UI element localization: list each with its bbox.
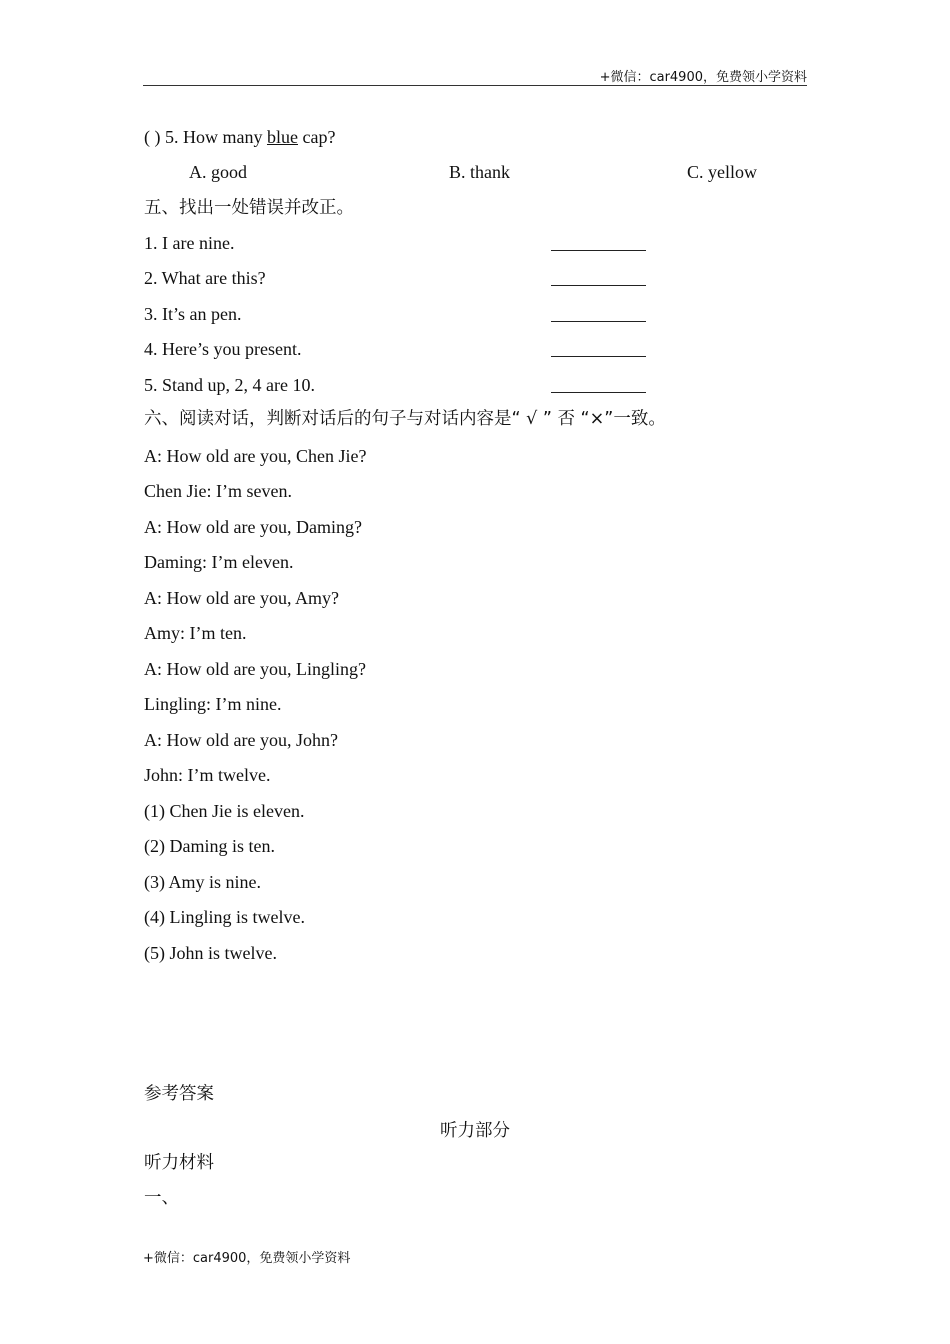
question-5-option-b: B. thank — [449, 162, 510, 182]
dialogue-line: Chen Jie: I’m seven. — [144, 481, 292, 501]
question-5-prefix: ( ) 5. How many — [144, 127, 267, 147]
footer-text: +微信：car4900，免费领小学资料 — [143, 1251, 351, 1266]
dialogue-line: Amy: I’m ten. — [144, 623, 247, 643]
listening-part-heading: 听力部分 — [440, 1121, 510, 1141]
dialogue-line: A: How old are you, John? — [144, 730, 338, 750]
answer-blank-5 — [551, 392, 646, 393]
question-5-option-c: C. yellow — [687, 162, 757, 182]
statement-line: (3) Amy is nine. — [144, 872, 261, 892]
dialogue-line: John: I’m twelve. — [144, 765, 271, 785]
statement-line: (2) Daming is ten. — [144, 836, 275, 856]
section-5-item-5: 5. Stand up, 2, 4 are 10. — [144, 375, 315, 395]
answer-blank-1 — [551, 250, 646, 251]
dialogue-line: A: How old are you, Lingling? — [144, 659, 366, 679]
statement-line: (1) Chen Jie is eleven. — [144, 801, 305, 821]
section-5-title: 五、找出一处错误并改正。 — [144, 198, 354, 218]
answer-blank-4 — [551, 356, 646, 357]
question-5-suffix: cap? — [297, 127, 336, 147]
header-text: +微信：car4900，免费领小学资料 — [599, 70, 807, 85]
question-5-underlined-word: blue — [266, 127, 298, 147]
listening-material-heading: 听力材料 — [144, 1153, 214, 1173]
dialogue-line: A: How old are you, Daming? — [144, 517, 362, 537]
section-5-item-2: 2. What are this? — [144, 268, 266, 288]
answers-title: 参考答案 — [144, 1084, 214, 1104]
question-5-option-a: A. good — [189, 162, 247, 182]
statement-line: (4) Lingling is twelve. — [144, 907, 305, 927]
statement-line: (5) John is twelve. — [144, 943, 277, 963]
dialogue-line: A: How old are you, Amy? — [144, 588, 339, 608]
section-6-title: 六、阅读对话，判断对话后的句子与对话内容是“ √ ” 否 “×”一致。 — [144, 409, 666, 429]
dialogue-line: A: How old are you, Chen Jie? — [144, 446, 367, 466]
section-5-item-1: 1. I are nine. — [144, 233, 235, 253]
header-rule — [143, 85, 807, 86]
answer-blank-3 — [551, 321, 646, 322]
dialogue-line: Daming: I’m eleven. — [144, 552, 294, 572]
part-one-heading: 一、 — [144, 1188, 179, 1208]
answer-blank-2 — [551, 285, 646, 286]
section-5-item-3: 3. It’s an pen. — [144, 304, 242, 324]
question-5 — [144, 126, 335, 148]
dialogue-line: Lingling: I’m nine. — [144, 694, 282, 714]
section-5-item-4: 4. Here’s you present. — [144, 339, 302, 359]
